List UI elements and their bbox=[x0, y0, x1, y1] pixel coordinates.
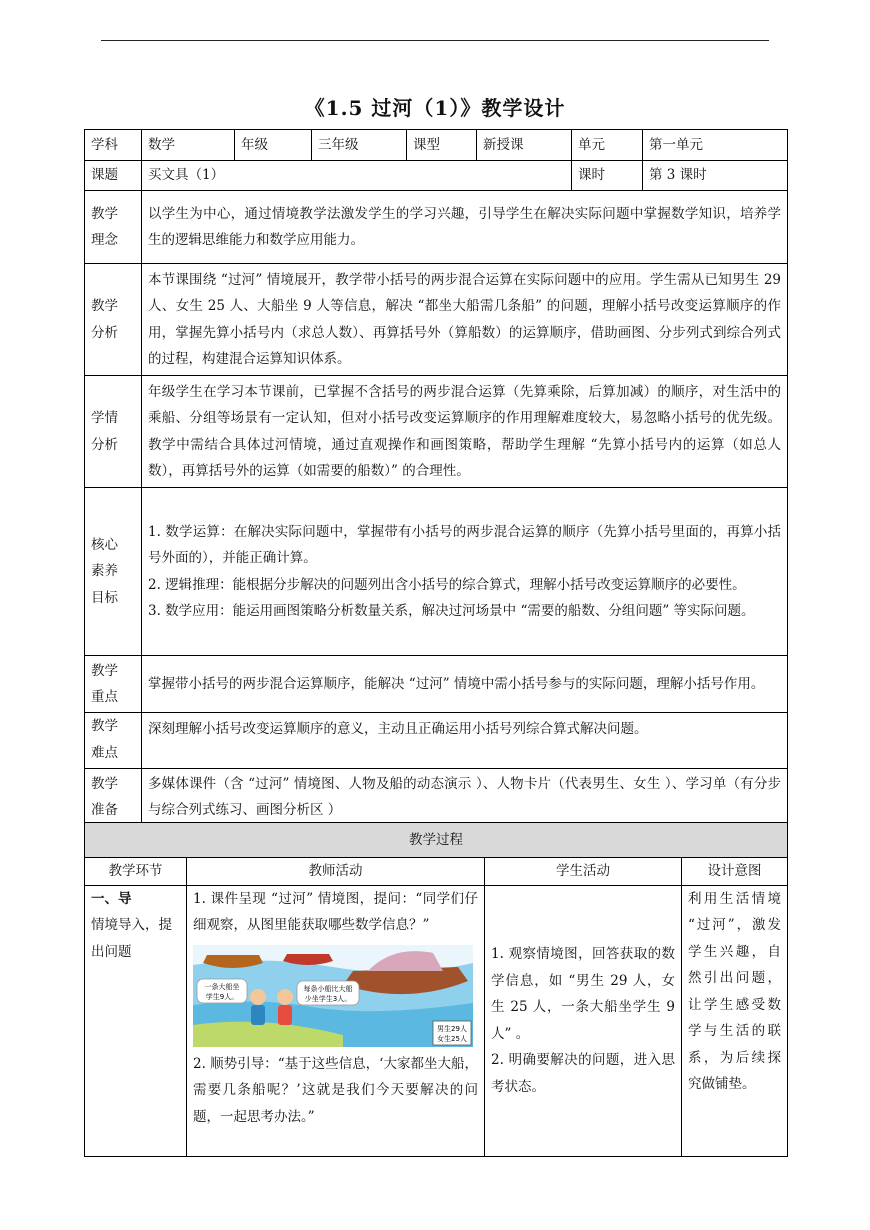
stage-sub: 情境导入，提出问题 bbox=[91, 917, 172, 960]
learner-text: 年级学生在学习本节课前，已掌握不含括号的两步混合运算（先算乘除，后算加减）的顺序，对生活中的乘船、分组等场景有一定认知，但对小括号改变运算顺序的作用理解难度较大，易忽略小括号的优先级。教学中需结合具体过河情境，通过直观操作和画图策略，帮助学生理解 “先算小括号内的运算（如总人数），再算括号外的运算（如需要的船数）” 的合理性。 bbox=[142, 376, 788, 488]
key-label: 教学 重点 bbox=[85, 656, 142, 713]
goals-text bbox=[142, 488, 788, 656]
subject-value: 数学 bbox=[142, 130, 235, 161]
stage-name: 一、导 bbox=[91, 890, 132, 907]
bubble-left-line-2: 学生9人。 bbox=[205, 992, 239, 1001]
bubble-right-line-1: 每条小船比大船 bbox=[303, 984, 353, 993]
student-activity bbox=[485, 885, 682, 1156]
document-title: 《1.5 过河（1）》教学设计 bbox=[304, 96, 566, 120]
lesson-info-table bbox=[84, 129, 788, 826]
topic-value: 买文具（1） bbox=[142, 161, 572, 191]
goal-label: 核心 素养 目标 bbox=[85, 488, 142, 656]
learner-label: 学情 分析 bbox=[85, 376, 142, 488]
header-stage: 教学环节 bbox=[85, 858, 187, 886]
bubble-right-line-2: 少坐学生3人。 bbox=[304, 994, 352, 1003]
student-step-2: 2. 明确要解决的问题，进入思考状态。 bbox=[491, 1052, 675, 1095]
prep-text: 多媒体课件（含 “过河” 情境图、人物及船的动态演示 ）、人物卡片（代表男生、女生 ）、学习单（有分步与综合列式练习、画图分析区 ） bbox=[142, 769, 788, 826]
stage-cell bbox=[85, 885, 187, 1156]
header-rule bbox=[101, 40, 769, 41]
difficulty-text: 深刻理解小括号改变运算顺序的意义，主动且正确运用小括号列综合算式解决问题。 bbox=[142, 713, 788, 769]
period-value: 第 3 课时 bbox=[643, 161, 788, 191]
subject-label: 学科 bbox=[85, 130, 142, 161]
header-student: 学生活动 bbox=[485, 858, 682, 886]
teacher-activity bbox=[187, 885, 485, 1156]
analysis-text: 本节课围绕 “过河” 情境展开，教学带小括号的两步混合运算在实际问题中的应用。学生需从已知男生 29 人、女生 25 人、大船坐 9 人等信息，解决 “都坐大船需几条船” 的问题，理解小括号改变运算顺序的作用，掌握先算小括号内（求总人数）、再算括号外（算船数）的运算顺序，借助画图、分步列式到综合列式的过程，构建混合运算知识体系。 bbox=[142, 264, 788, 376]
river-crossing-illustration bbox=[193, 945, 473, 1047]
student-step-1: 1. 观察情境图，回答获取的数学信息，如 “男生 29 人，女生 25 人，一条大船坐学生 9 人” 。 bbox=[491, 946, 675, 1042]
bubble-left-line-1: 一条大船坐 bbox=[204, 982, 240, 991]
grade-label: 年级 bbox=[235, 130, 312, 161]
prep-label: 教学 准备 bbox=[85, 769, 142, 826]
unit-label: 单元 bbox=[572, 130, 643, 161]
topic-label: 课题 bbox=[85, 161, 142, 191]
header-intent: 设计意图 bbox=[682, 858, 788, 886]
concept-text: 以学生为中心，通过情境教学法激发学生的学习兴趣，引导学生在解决实际问题中掌握数学知识，培养学生的逻辑思维能力和数学应用能力。 bbox=[142, 191, 788, 264]
sign-line-1: 男生29人 bbox=[437, 1024, 467, 1033]
header-teacher: 教师活动 bbox=[187, 858, 485, 886]
period-label: 课时 bbox=[572, 161, 643, 191]
grade-value: 三年级 bbox=[312, 130, 407, 161]
teacher-step-2: 2. 顺势引导：“基于这些信息，‘大家都坐大船，需要几条船呢？’这就是我们今天要解决的问题，一起思考办法。” bbox=[193, 1055, 478, 1125]
design-intent: 利用生活情境 “过河”，激发学生兴趣，自然引出问题，让学生感受数学与生活的联系，为后续探究做铺垫。 bbox=[682, 885, 788, 1156]
type-value: 新授课 bbox=[477, 130, 572, 161]
process-table bbox=[84, 822, 788, 1157]
process-title: 教学过程 bbox=[85, 823, 788, 858]
sign-line-2: 女生25人 bbox=[437, 1034, 467, 1043]
concept-label: 教学 理念 bbox=[85, 191, 142, 264]
unit-value: 第一单元 bbox=[643, 130, 788, 161]
goal-item: 3. 数学应用：能运用画图策略分析数量关系，解决过河场景中 “需要的船数、分组问题” 等实际问题。 bbox=[148, 603, 755, 619]
difficulty-label: 教学 难点 bbox=[85, 713, 142, 769]
key-text: 掌握带小括号的两步混合运算顺序，能解决 “过河” 情境中需小括号参与的实际问题，理解小括号作用。 bbox=[142, 656, 788, 713]
goal-item: 1. 数学运算：在解决实际问题中，掌握带有小括号的两步混合运算的顺序（先算小括号里面的，再算小括号外面的），并能正确计算。 bbox=[148, 523, 781, 566]
teacher-step-1: 1. 课件呈现 “过河” 情境图，提问：“同学们仔细观察，从图里能获取哪些数学信息？” bbox=[193, 890, 478, 933]
goal-item: 2. 逻辑推理：能根据分步解决的问题列出含小括号的综合算式，理解小括号改变运算顺序的必要性。 bbox=[148, 576, 746, 593]
analysis-label: 教学 分析 bbox=[85, 264, 142, 376]
type-label: 课型 bbox=[407, 130, 477, 161]
